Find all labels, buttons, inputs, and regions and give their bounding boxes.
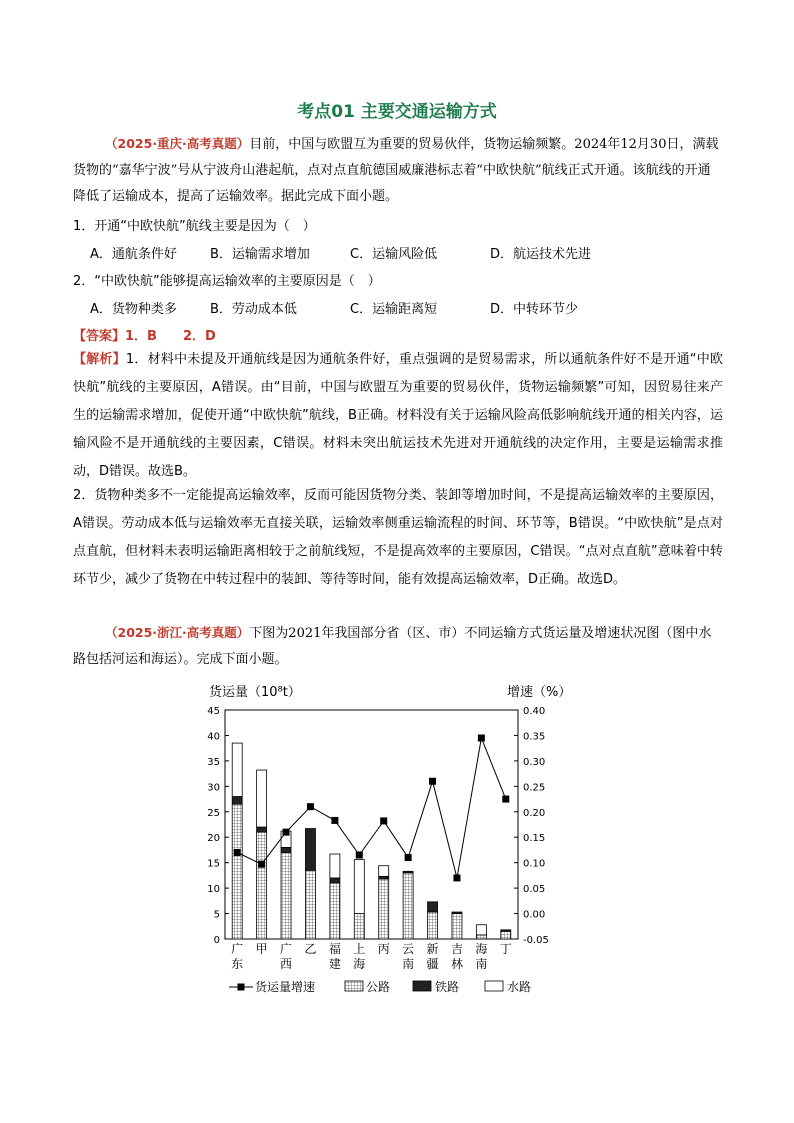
bar-rail [501,930,511,932]
chart-bars [232,743,511,939]
passage-1-source: （2025·重庆·高考真题） [105,136,250,151]
bar-road [403,873,413,939]
x-tick-label: 云 [402,942,415,956]
growth-point [502,796,509,803]
right-tick-label: 0.35 [523,731,546,743]
right-tick-label: 0.10 [523,858,546,870]
answer-text: 1．B 2．D [125,329,216,344]
x-tick-label: 西 [280,957,293,971]
analysis-paragraph-1 [73,346,723,486]
page-title: 考点01 主要交通运输方式 [297,102,497,122]
growth-point [283,829,290,836]
bar-road [476,935,486,939]
growth-point [478,734,485,741]
analysis-label: 【解析】 [73,352,126,367]
bar-rail [403,871,413,873]
option-c: C．运输距离短 [350,302,438,317]
bar-water [354,860,364,914]
right-tick-label: 0.15 [523,833,546,845]
right-tick-label: -0.05 [523,935,549,946]
bar-rail [305,829,315,871]
growth-point [380,817,387,824]
bar-road [232,804,242,939]
left-tick-label: 5 [213,909,220,921]
left-axis-label: 货运量（10⁸t） [209,685,301,700]
chart-growth-line [234,734,510,881]
left-tick-label: 10 [207,884,220,896]
left-tick-label: 15 [207,858,220,870]
bar-road [354,914,364,939]
right-tick-label: 0.25 [523,782,546,794]
legend-line-marker [238,984,245,991]
growth-point [258,861,265,868]
right-tick-label: 0.05 [523,884,546,896]
growth-point [453,874,460,881]
growth-point [234,849,241,856]
option-b: B．运输需求增加 [210,247,310,262]
growth-point [331,817,338,824]
chart-x-labels [231,941,512,971]
analysis-text-2: 2．货物种类多不一定能提高运输效率，反而可能因货物分类、装卸等增加时间，不是提高运输效率的主要原因，A错误。劳动成本低与运输效率无直接关联，运输效率侧重运输流程的时间、环节等，B错误。“中欧快航”是点对点直航，但材料未表明运输距离相较于之前航线短，不是提高效率的主要原因，C错误。“点对点直航”意味着中转环节少，减少了货物在中转过程中的装卸、等待等时间，能有效提高运输效率，D正确。故选D。 [73,488,723,587]
bar-road [379,879,389,939]
bar-rail [428,902,438,912]
bar-water [330,854,340,878]
bar-road [452,914,462,939]
x-tick-label: 乙 [304,942,317,956]
left-tick-label: 25 [207,807,220,819]
passage-1 [73,131,723,210]
right-tick-label: 0.20 [523,807,546,819]
legend-label-road: 公路 [366,980,391,994]
x-tick-label: 上 [353,942,366,956]
passage-2-text: 下图为2021年我国部分省（区、市）不同运输方式货运量及增速状况图（图中水路包括河运和海运）。完成下面小题。 [73,626,712,667]
growth-line [237,738,506,878]
chart-legend [229,979,531,994]
passage-2 [73,620,723,673]
growth-point [429,778,436,785]
option-a: A．通航条件好 [90,247,177,262]
legend-swatch-rail [413,981,431,991]
legend-label-water: 水路 [507,980,532,994]
question-1-stem: 1．开通“中欧快航”航线主要是因为（ ） [73,219,316,234]
bar-water [257,770,267,827]
legend-swatch-water [485,981,503,991]
right-tick-label: 0.40 [523,706,546,717]
x-tick-label: 吉 [450,942,463,956]
option-c: C．运输风险低 [350,247,438,262]
x-tick-label: 丙 [377,942,390,956]
legend-swatch-road [345,981,363,991]
x-tick-label: 建 [328,957,341,971]
bar-road [428,912,438,939]
growth-point [405,854,412,861]
bar-road [501,931,511,939]
right-tick-label: 0.00 [523,909,546,921]
bar-rail [232,797,242,805]
question-2-options [90,298,578,317]
option-b: B．劳动成本低 [210,302,297,317]
x-tick-label: 甲 [255,942,268,956]
option-d: D．中转环节少 [490,302,579,317]
left-tick-label: 20 [207,833,220,845]
answer-line [73,325,216,344]
plot-frame [225,710,518,939]
x-tick-label: 广 [280,942,293,956]
x-tick-label: 疆 [426,957,439,971]
question-1-options [90,243,591,262]
bar-water [232,743,242,796]
legend-label-rail: 铁路 [435,980,460,994]
bar-road [305,870,315,939]
freight-chart [195,676,605,1006]
x-tick-label: 林 [450,957,463,971]
bar-road [257,832,267,939]
bar-rail [330,878,340,883]
bar-water [476,925,486,935]
x-tick-label: 海 [475,942,488,956]
left-tick-label: 30 [207,782,220,794]
bar-road [281,852,291,939]
option-d: D．航运技术先进 [490,247,592,262]
option-a: A．货物种类多 [90,302,177,317]
growth-point [307,803,314,810]
growth-point [356,852,363,859]
x-tick-label: 东 [231,957,244,971]
analysis-paragraph-2 [73,482,723,594]
analysis-text-1: 1．材料中未提及开通航线是因为通航条件好，重点强调的是贸易需求，所以通航条件好不是开通“中欧快航”航线的主要原因，A错误。由“目前，中国与欧盟互为重要的贸易伙伴，货物运输频繁”可知，因贸易往来产生的运输需求增加，促使开通“中欧快航”航线，B正确。材料没有关于运输风险高低影响航线开通的相关内容，运输风险不是开通航线的主要因素，C错误。材料未突出航运技术先进对开通航线的决定作用，主要是运输需求推动，D错误。故选B。 [73,352,723,479]
bar-rail [257,827,267,832]
x-tick-label: 南 [402,957,415,971]
x-tick-label: 广 [231,942,244,956]
x-tick-label: 南 [475,957,488,971]
x-tick-label: 新 [426,942,439,956]
passage-2-source: （2025·浙江·高考真题） [105,625,250,640]
left-tick-label: 40 [207,731,220,743]
answer-label: 【答案】 [73,329,126,344]
passage-1-text: 目前，中国与欧盟互为重要的贸易伙伴，货物运输频繁。2024年12月30日，满载货物的“嘉华宁波”号从宁波舟山港起航，点对点直航德国威廉港标志着“中欧快航”航线正式开通。该航线的开通降低了运输成本，提高了运输效率。据此完成下面小题。 [73,137,719,204]
left-tick-label: 35 [207,756,220,768]
right-tick-label: 0.30 [523,756,546,768]
question-2-stem: 2．“中欧快航”能够提高运输效率的主要原因是（ ） [73,274,381,289]
bar-road [330,883,340,939]
x-tick-label: 丁 [499,942,512,956]
bar-rail [452,912,462,914]
right-axis-label: 增速（%） [507,685,572,700]
bar-rail [281,847,291,852]
left-tick-label: 0 [213,935,220,946]
legend-label-growth: 货运量增速 [255,980,316,994]
x-tick-label: 福 [328,942,341,956]
bar-water [379,866,389,877]
left-tick-label: 45 [207,706,220,717]
x-tick-label: 海 [353,957,366,971]
